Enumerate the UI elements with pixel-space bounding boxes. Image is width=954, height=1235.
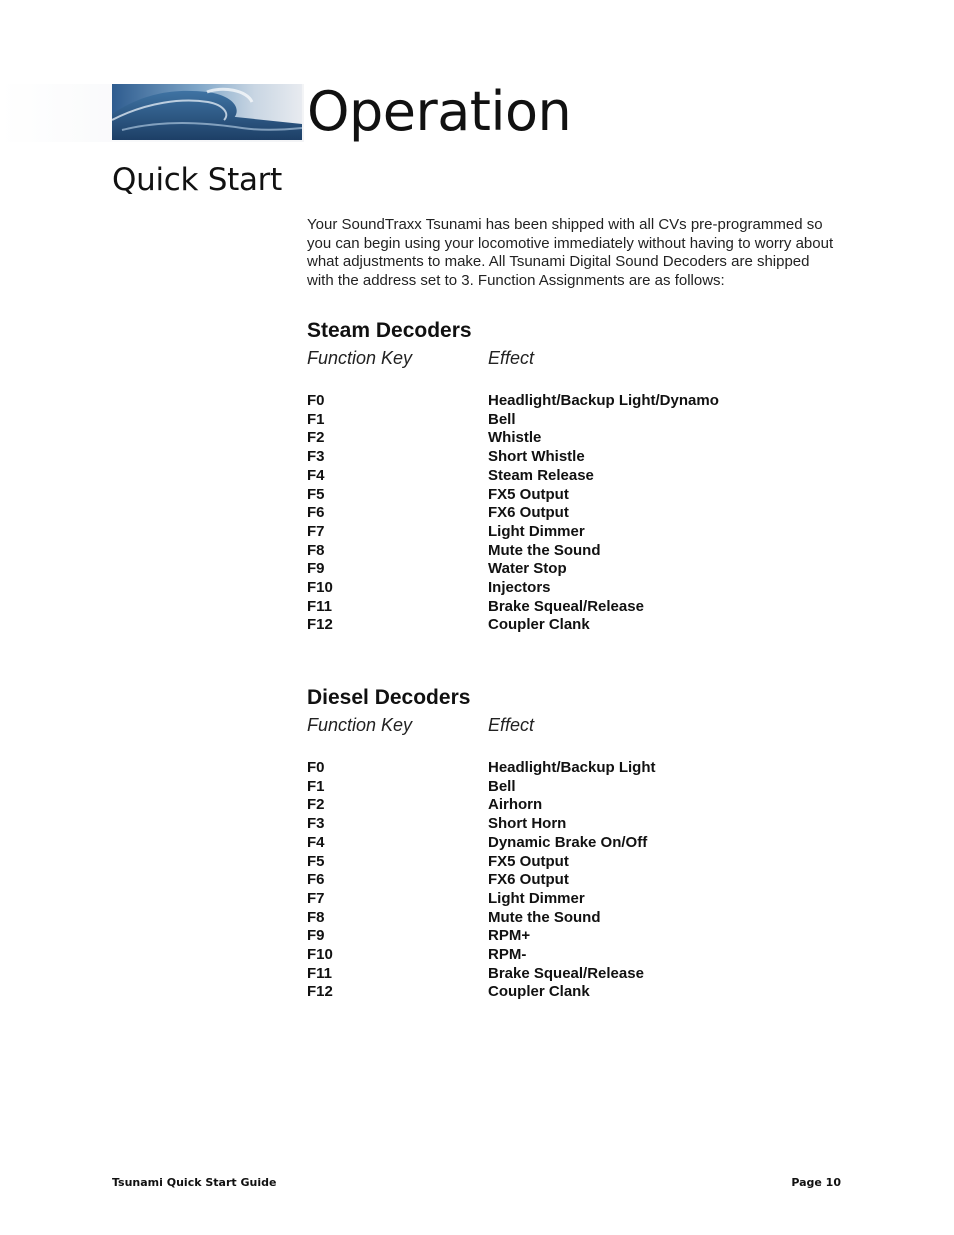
table-row (307, 486, 827, 505)
chapter-title: Operation (307, 80, 572, 143)
table-row (307, 542, 827, 561)
function-effect: Short Whistle (488, 448, 585, 466)
function-key: F2 (307, 796, 325, 814)
function-effect: Light Dimmer (488, 889, 585, 907)
table-row (307, 448, 827, 467)
function-effect: Brake Squeal/Release (488, 964, 644, 982)
effect-header: Effect (488, 715, 535, 735)
table-row (307, 504, 827, 523)
function-key: F5 (307, 852, 325, 870)
function-effect: Bell (488, 410, 516, 428)
function-key: F12 (307, 616, 333, 634)
function-key: F4 (307, 833, 325, 851)
diesel-decoders-heading: Diesel Decoders (307, 686, 471, 709)
function-key: F10 (307, 579, 333, 597)
table-row (307, 815, 827, 834)
table-row (307, 598, 827, 617)
function-key: F3 (307, 815, 325, 833)
table-row (307, 579, 827, 598)
steam-function-table (307, 392, 827, 635)
table-row (307, 796, 827, 815)
table-row (307, 853, 827, 872)
function-key: F5 (307, 485, 325, 503)
function-effect: Headlight/Backup Light (488, 759, 656, 776)
function-effect: Injectors (488, 579, 551, 597)
function-effect: Light Dimmer (488, 522, 585, 540)
table-row (307, 965, 827, 984)
function-effect: RPM+ (488, 927, 531, 945)
function-key-header: Function Key (307, 715, 413, 735)
function-key: F11 (307, 964, 333, 982)
diesel-column-headers (307, 714, 827, 736)
table-row (307, 946, 827, 965)
function-effect: FX5 Output (488, 852, 569, 870)
steam-decoders-heading: Steam Decoders (307, 319, 472, 342)
diesel-function-table (307, 759, 827, 1002)
function-effect: Whistle (488, 429, 542, 447)
table-row (307, 890, 827, 909)
function-key: F7 (307, 889, 325, 907)
function-effect: RPM- (488, 946, 527, 964)
function-effect: Coupler Clank (488, 983, 590, 1001)
table-row (307, 983, 827, 1002)
table-row (307, 467, 827, 486)
footer-page-number: Page 10 (791, 1176, 841, 1189)
function-key-header: Function Key (307, 348, 413, 368)
function-key: F8 (307, 908, 325, 926)
function-key: F1 (307, 410, 325, 428)
table-row (307, 560, 827, 579)
function-key: F1 (307, 777, 325, 795)
section-title: Quick Start (112, 162, 282, 198)
function-effect: Short Horn (488, 815, 567, 833)
function-key: F8 (307, 541, 325, 559)
function-effect: Steam Release (488, 466, 594, 484)
table-row (307, 523, 827, 542)
function-effect: Mute the Sound (488, 908, 601, 926)
diesel-decoders-section (307, 686, 827, 1002)
table-row (307, 759, 827, 778)
function-key: F10 (307, 946, 333, 964)
function-effect: FX6 Output (488, 871, 569, 889)
function-effect: Bell (488, 777, 516, 795)
function-key: F9 (307, 560, 325, 578)
function-effect: Dynamic Brake On/Off (488, 833, 648, 851)
table-row (307, 871, 827, 890)
function-key: F4 (307, 466, 325, 484)
function-effect: Water Stop (488, 560, 567, 578)
table-row (307, 429, 827, 448)
function-effect: FX5 Output (488, 485, 569, 503)
table-row (307, 392, 827, 411)
function-key: F3 (307, 448, 325, 466)
footer-guide-title: Tsunami Quick Start Guide (112, 1176, 277, 1189)
wave-header-image (112, 84, 302, 140)
function-key: F7 (307, 522, 325, 540)
table-row (307, 927, 827, 946)
function-key: F9 (307, 927, 325, 945)
function-effect: Headlight/Backup Light/Dynamo (488, 392, 719, 409)
table-row (307, 411, 827, 430)
intro-paragraph: Your SoundTraxx Tsunami has been shipped with all CVs pre-programmed so you can begin using your locomotive immediately without having to worry about what adjustments to make. All Tsunami Digital Sound Decoders are shipped with the address set to 3. Function Assignments are as follows: (307, 216, 834, 290)
function-effect: FX6 Output (488, 504, 569, 522)
function-effect: Brake Squeal/Release (488, 597, 644, 615)
function-key: F2 (307, 429, 325, 447)
table-row (307, 834, 827, 853)
table-row (307, 778, 827, 797)
function-key: F0 (307, 759, 325, 776)
table-row (307, 616, 827, 635)
function-key: F0 (307, 392, 325, 409)
steam-column-headers (307, 347, 827, 369)
function-key: F11 (307, 597, 333, 615)
function-effect: Coupler Clank (488, 616, 590, 634)
function-effect: Airhorn (488, 796, 543, 814)
function-effect: Mute the Sound (488, 541, 601, 559)
table-row (307, 909, 827, 928)
function-key: F6 (307, 504, 325, 522)
function-key: F6 (307, 871, 325, 889)
steam-decoders-section (307, 319, 827, 635)
effect-header: Effect (488, 348, 535, 368)
function-key: F12 (307, 983, 333, 1001)
